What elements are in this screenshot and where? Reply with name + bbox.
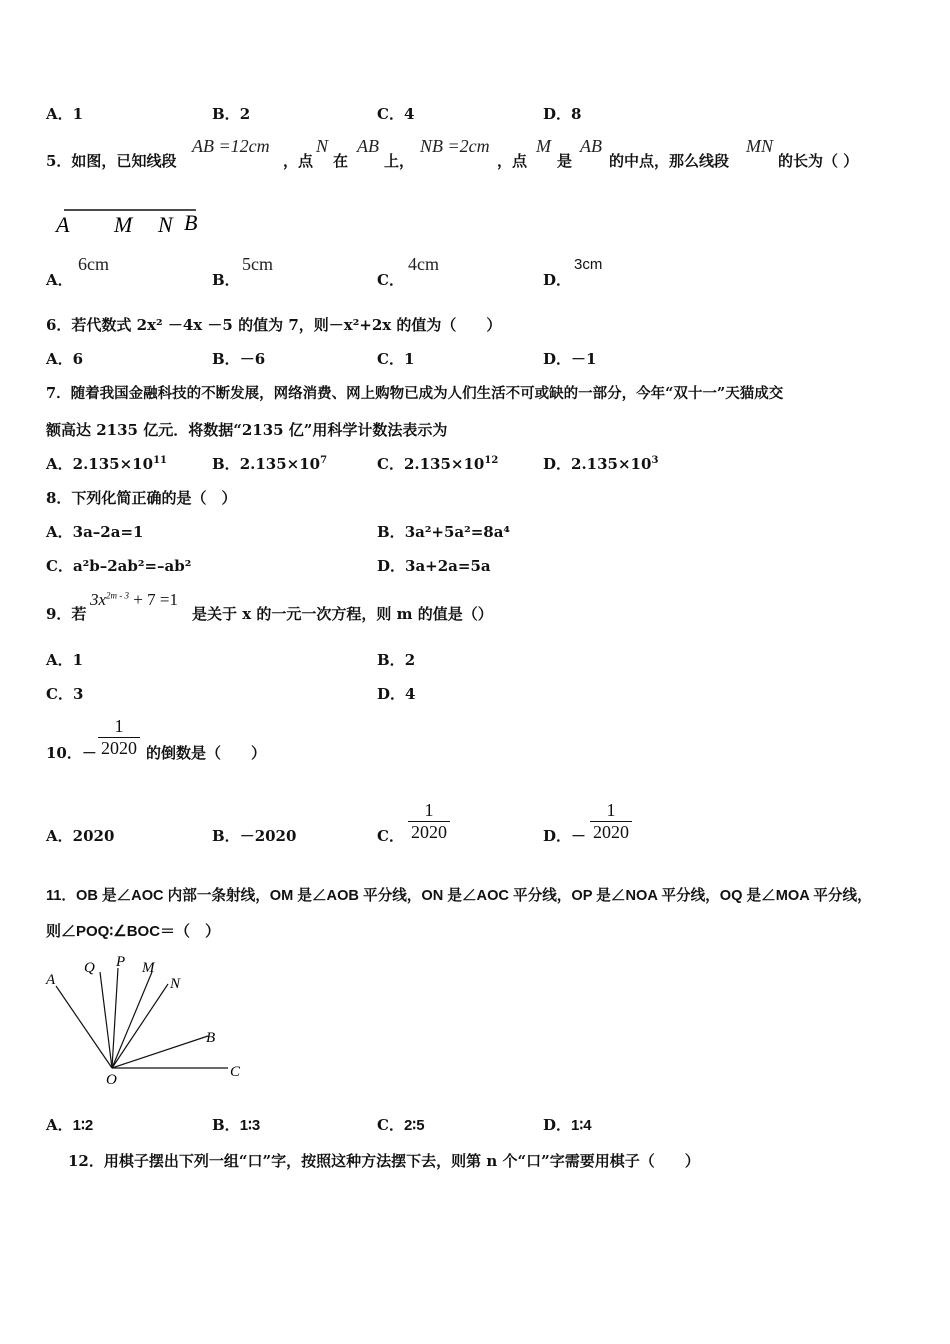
point-b-label: B bbox=[184, 210, 198, 235]
q4-option-b: B．2 bbox=[212, 105, 251, 123]
q6-option-d: D．－1 bbox=[543, 350, 597, 368]
q6-option-a: A．6 bbox=[46, 350, 84, 368]
q5-option-b-letter: B． bbox=[212, 271, 240, 289]
q10-fraction: 1 2020 bbox=[98, 716, 140, 759]
ray-om bbox=[112, 972, 152, 1068]
q8-option-b: B．3a²+5a²=8a⁴ bbox=[377, 523, 511, 541]
q5-option-c-letter: C． bbox=[377, 271, 404, 289]
q7-option-a: A．$2.135\times 10^{11}$ bbox=[46, 455, 167, 473]
q11-option-b: B．1∶3 bbox=[212, 1116, 261, 1134]
q9-option-c: C．3 bbox=[46, 685, 84, 703]
q11-stem-line2: 则∠POQ∶∠BOC＝（ ） bbox=[46, 923, 221, 940]
q11-option-c: C．2∶5 bbox=[377, 1116, 425, 1134]
point-p-label: P bbox=[116, 954, 126, 970]
q4-option-a: A．1 bbox=[46, 105, 84, 123]
ray-ob bbox=[112, 1036, 208, 1068]
q5-segment-figure bbox=[50, 198, 210, 242]
q9-option-d: D．4 bbox=[377, 685, 416, 703]
point-o-label: O bbox=[106, 1072, 117, 1088]
point-n-label: N bbox=[158, 212, 173, 237]
q8-option-c: C．a²b–2ab²=–ab² bbox=[46, 557, 192, 575]
q10-option-c-fraction: 1 2020 bbox=[408, 800, 450, 843]
q7-stem-line2: 额高达 2135 亿元．将数据“2135 亿”用科学计数法表示为 bbox=[46, 421, 448, 439]
q5-option-b: 5cm bbox=[242, 254, 273, 274]
point-m-label: M bbox=[114, 212, 133, 237]
q10-option-d-fraction: 1 2020 bbox=[590, 800, 632, 843]
point-m-label: M bbox=[142, 960, 155, 976]
q7-option-c: C．$2.135\times 10^{12}$ bbox=[377, 455, 499, 473]
ray-op bbox=[112, 968, 118, 1068]
point-a-label: A bbox=[46, 972, 56, 988]
q9-expression: $3x^{2m - 3} + 7 =1$ bbox=[90, 590, 178, 609]
q4-option-d: D．8 bbox=[543, 105, 582, 123]
q7-stem-line1: 7．随着我国金融科技的不断发展，网络消费、网上购物已成为人们生活不可或缺的一部分，今年“双十一”天猫成交 bbox=[46, 385, 784, 402]
q5-option-a-letter: A． bbox=[46, 271, 73, 289]
ray-on bbox=[112, 984, 168, 1068]
q11-option-a: A．1∶2 bbox=[46, 1116, 94, 1134]
q10-option-c: C． bbox=[377, 827, 404, 845]
point-c-label: C bbox=[230, 1064, 241, 1080]
q9-option-a: A．1 bbox=[46, 651, 84, 669]
q10-option-a: A．2020 bbox=[46, 827, 115, 845]
point-q-label: Q bbox=[84, 960, 95, 976]
q10-option-b: B．－2020 bbox=[212, 827, 297, 845]
q6-option-c: C．1 bbox=[377, 350, 415, 368]
q7-option-b: B．$2.135\times 10^7$ bbox=[212, 455, 328, 473]
q5-option-c: 4cm bbox=[408, 254, 439, 274]
q6-stem: 6．若代数式 2x² －4x －5 的值为 7，则－x²+2x 的值为（ ） bbox=[46, 316, 502, 334]
q8-option-a: A．3a–2a=1 bbox=[46, 523, 144, 541]
q7-option-d: D．$2.135\times 10^3$ bbox=[543, 455, 659, 473]
q11-angle-figure bbox=[44, 950, 254, 1090]
point-b-label: B bbox=[206, 1030, 216, 1046]
q11-option-d: D．1∶4 bbox=[543, 1116, 592, 1134]
q10-option-d: D．－ bbox=[543, 827, 587, 845]
q8-stem: 8．下列化简正确的是（ ） bbox=[46, 489, 237, 507]
point-n-label: N bbox=[170, 976, 181, 992]
point-a-label: A bbox=[56, 212, 70, 237]
q4-option-c: C．4 bbox=[377, 105, 415, 123]
q5-option-d-letter: D． bbox=[543, 271, 572, 289]
q11-stem-line1: 11．OB 是∠AOC 内部一条射线，OM 是∠AOB 平分线，ON 是∠AOC 平分线，OP 是∠NOA 平分线，OQ 是∠MOA 平分线， bbox=[46, 888, 872, 904]
q8-option-d: D．3a+2a=5a bbox=[377, 557, 491, 575]
q6-option-b: B．－6 bbox=[212, 350, 266, 368]
q9-option-b: B．2 bbox=[377, 651, 416, 669]
q12-stem: 12．用棋子摆出下列一组“口”字，按照这种方法摆下去，则第 n 个“口”字需要用棋子（ ） bbox=[68, 1152, 700, 1170]
q5-option-a: 6cm bbox=[78, 254, 109, 274]
q5-option-d: 3cm bbox=[574, 256, 603, 273]
